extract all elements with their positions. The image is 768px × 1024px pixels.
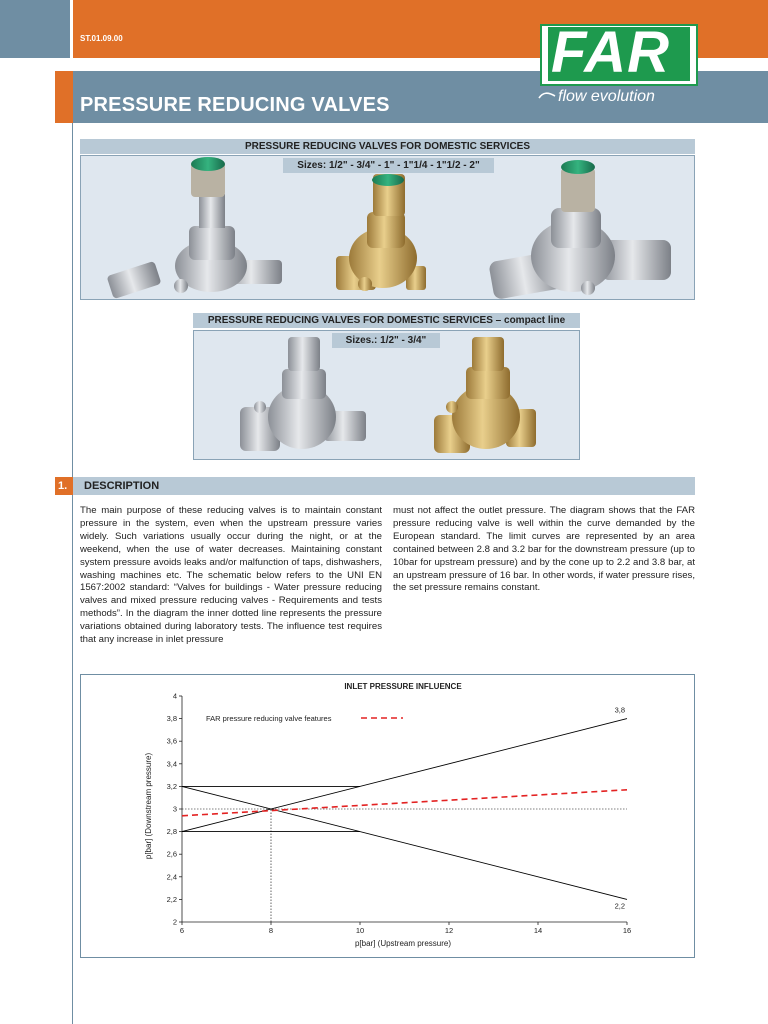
compact-heading-text: PRESSURE REDUCING VALVES FOR DOMESTIC SERVICES – compact line	[207, 315, 566, 326]
chart-series	[182, 719, 627, 922]
domestic-valves-illustration	[81, 156, 696, 301]
endpoint-annotation: 2,2	[614, 901, 625, 911]
y-tick-label: 3,8	[166, 714, 177, 724]
y-axis-label: p[bar] (Downstream pressure)	[144, 752, 153, 860]
chart-axes	[179, 696, 627, 925]
brass-compact-valve	[434, 337, 536, 453]
endpoint-annotation: 3,8	[614, 705, 625, 715]
description-left-column: The main purpose of these reducing valves is to maintain constant pressure in the system, even when the upstream pressure varies widely. Such variations usually occur during the night, or at the weekend, when the use of water decreases. Maintaining constant system pressure avoids leaks and/or malfunction of taps, dishwashers, washing machines etc. The schematic below refers to the UNI EN 1567:2002 standard: “Valves for buildings - Water pressure reducing valves and mixed pressure reducing valves - Requirements and tests methods”. In the diagram the inner dotted line represents the pressure variations obtained during laboratory tests. The influence test requires that any increase in inlet pressure	[80, 505, 382, 646]
far-valve-series	[182, 790, 627, 816]
compact-sizes-text: Sizes.: 1/2" - 3/4"	[345, 335, 427, 346]
y-tick-label: 3,2	[166, 781, 177, 791]
x-tick-label: 10	[355, 926, 365, 935]
description-bar	[73, 477, 695, 495]
x-axis-label: p[bar] (Upstream pressure)	[354, 939, 452, 948]
title-accent	[55, 71, 73, 123]
x-tick-label: 16	[622, 926, 632, 935]
x-tick-label: 14	[533, 926, 543, 935]
y-tick-label: 2,4	[166, 872, 177, 882]
domestic-heading	[80, 139, 695, 154]
section-title: DESCRIPTION	[84, 480, 160, 492]
page-title: PRESSURE REDUCING VALVES	[80, 94, 390, 116]
domestic-heading-text: PRESSURE REDUCING VALVES FOR DOMESTIC SERVICES	[244, 141, 531, 152]
header-corner-block	[0, 0, 70, 58]
y-tick-label: 3,4	[166, 759, 177, 769]
chrome-valve-1	[107, 157, 282, 299]
chrome-valve-2	[488, 160, 671, 300]
compact-sizes	[332, 333, 440, 348]
left-margin-rule	[72, 123, 73, 1024]
chart-title: INLET PRESSURE INFLUENCE	[344, 682, 462, 691]
y-tick-label: 2,6	[166, 849, 177, 859]
compact-heading	[193, 313, 580, 328]
legend-label: FAR pressure reducing valve features	[206, 714, 332, 723]
section-number: 1.	[58, 480, 68, 492]
compact-gallery	[193, 330, 580, 460]
chart-frame	[80, 674, 695, 958]
compact-valves-illustration	[194, 331, 581, 461]
y-tick-label: 2	[172, 917, 177, 927]
x-tick-label: 12	[444, 926, 454, 935]
inlet-pressure-chart	[81, 675, 694, 957]
header-separator	[70, 0, 73, 58]
brass-valve	[336, 174, 426, 291]
y-tick-label: 2,2	[166, 894, 177, 904]
y-tick-label: 3	[172, 804, 177, 814]
domestic-sizes	[283, 158, 494, 173]
x-tick-label: 6	[179, 926, 185, 935]
swoosh-icon	[538, 90, 556, 102]
chrome-compact-valve	[240, 337, 366, 451]
limit-line-3	[182, 719, 627, 832]
document-code: ST.01.09.00	[80, 34, 123, 43]
logo-tagline: flow evolution	[558, 88, 655, 105]
x-tick-label: 8	[268, 926, 274, 935]
y-tick-label: 2,8	[166, 827, 177, 837]
domestic-gallery	[80, 155, 695, 300]
y-tick-label: 4	[172, 691, 177, 701]
description-right-column: must not affect the outlet pressure. The diagram shows that the FAR pressure reducing valve is well within the curve demanded by the European standard. The limit curves are represented by an area contained between 2.8 and 3.2 bar for the downstream pressure (up to 10bar for upstream pressure) and by the cone up to 2.2 and 3.8 bar, at an upstream pressure of 16 bar. In other words, if water pressure rises, the set pressure remains constant.	[393, 505, 695, 594]
y-tick-label: 3,6	[166, 736, 177, 746]
domestic-sizes-text: Sizes: 1/2" - 3/4" - 1" - 1"1/4 - 1"1/2 - 2"	[297, 160, 480, 171]
far-logo-text: FAR	[551, 20, 670, 85]
